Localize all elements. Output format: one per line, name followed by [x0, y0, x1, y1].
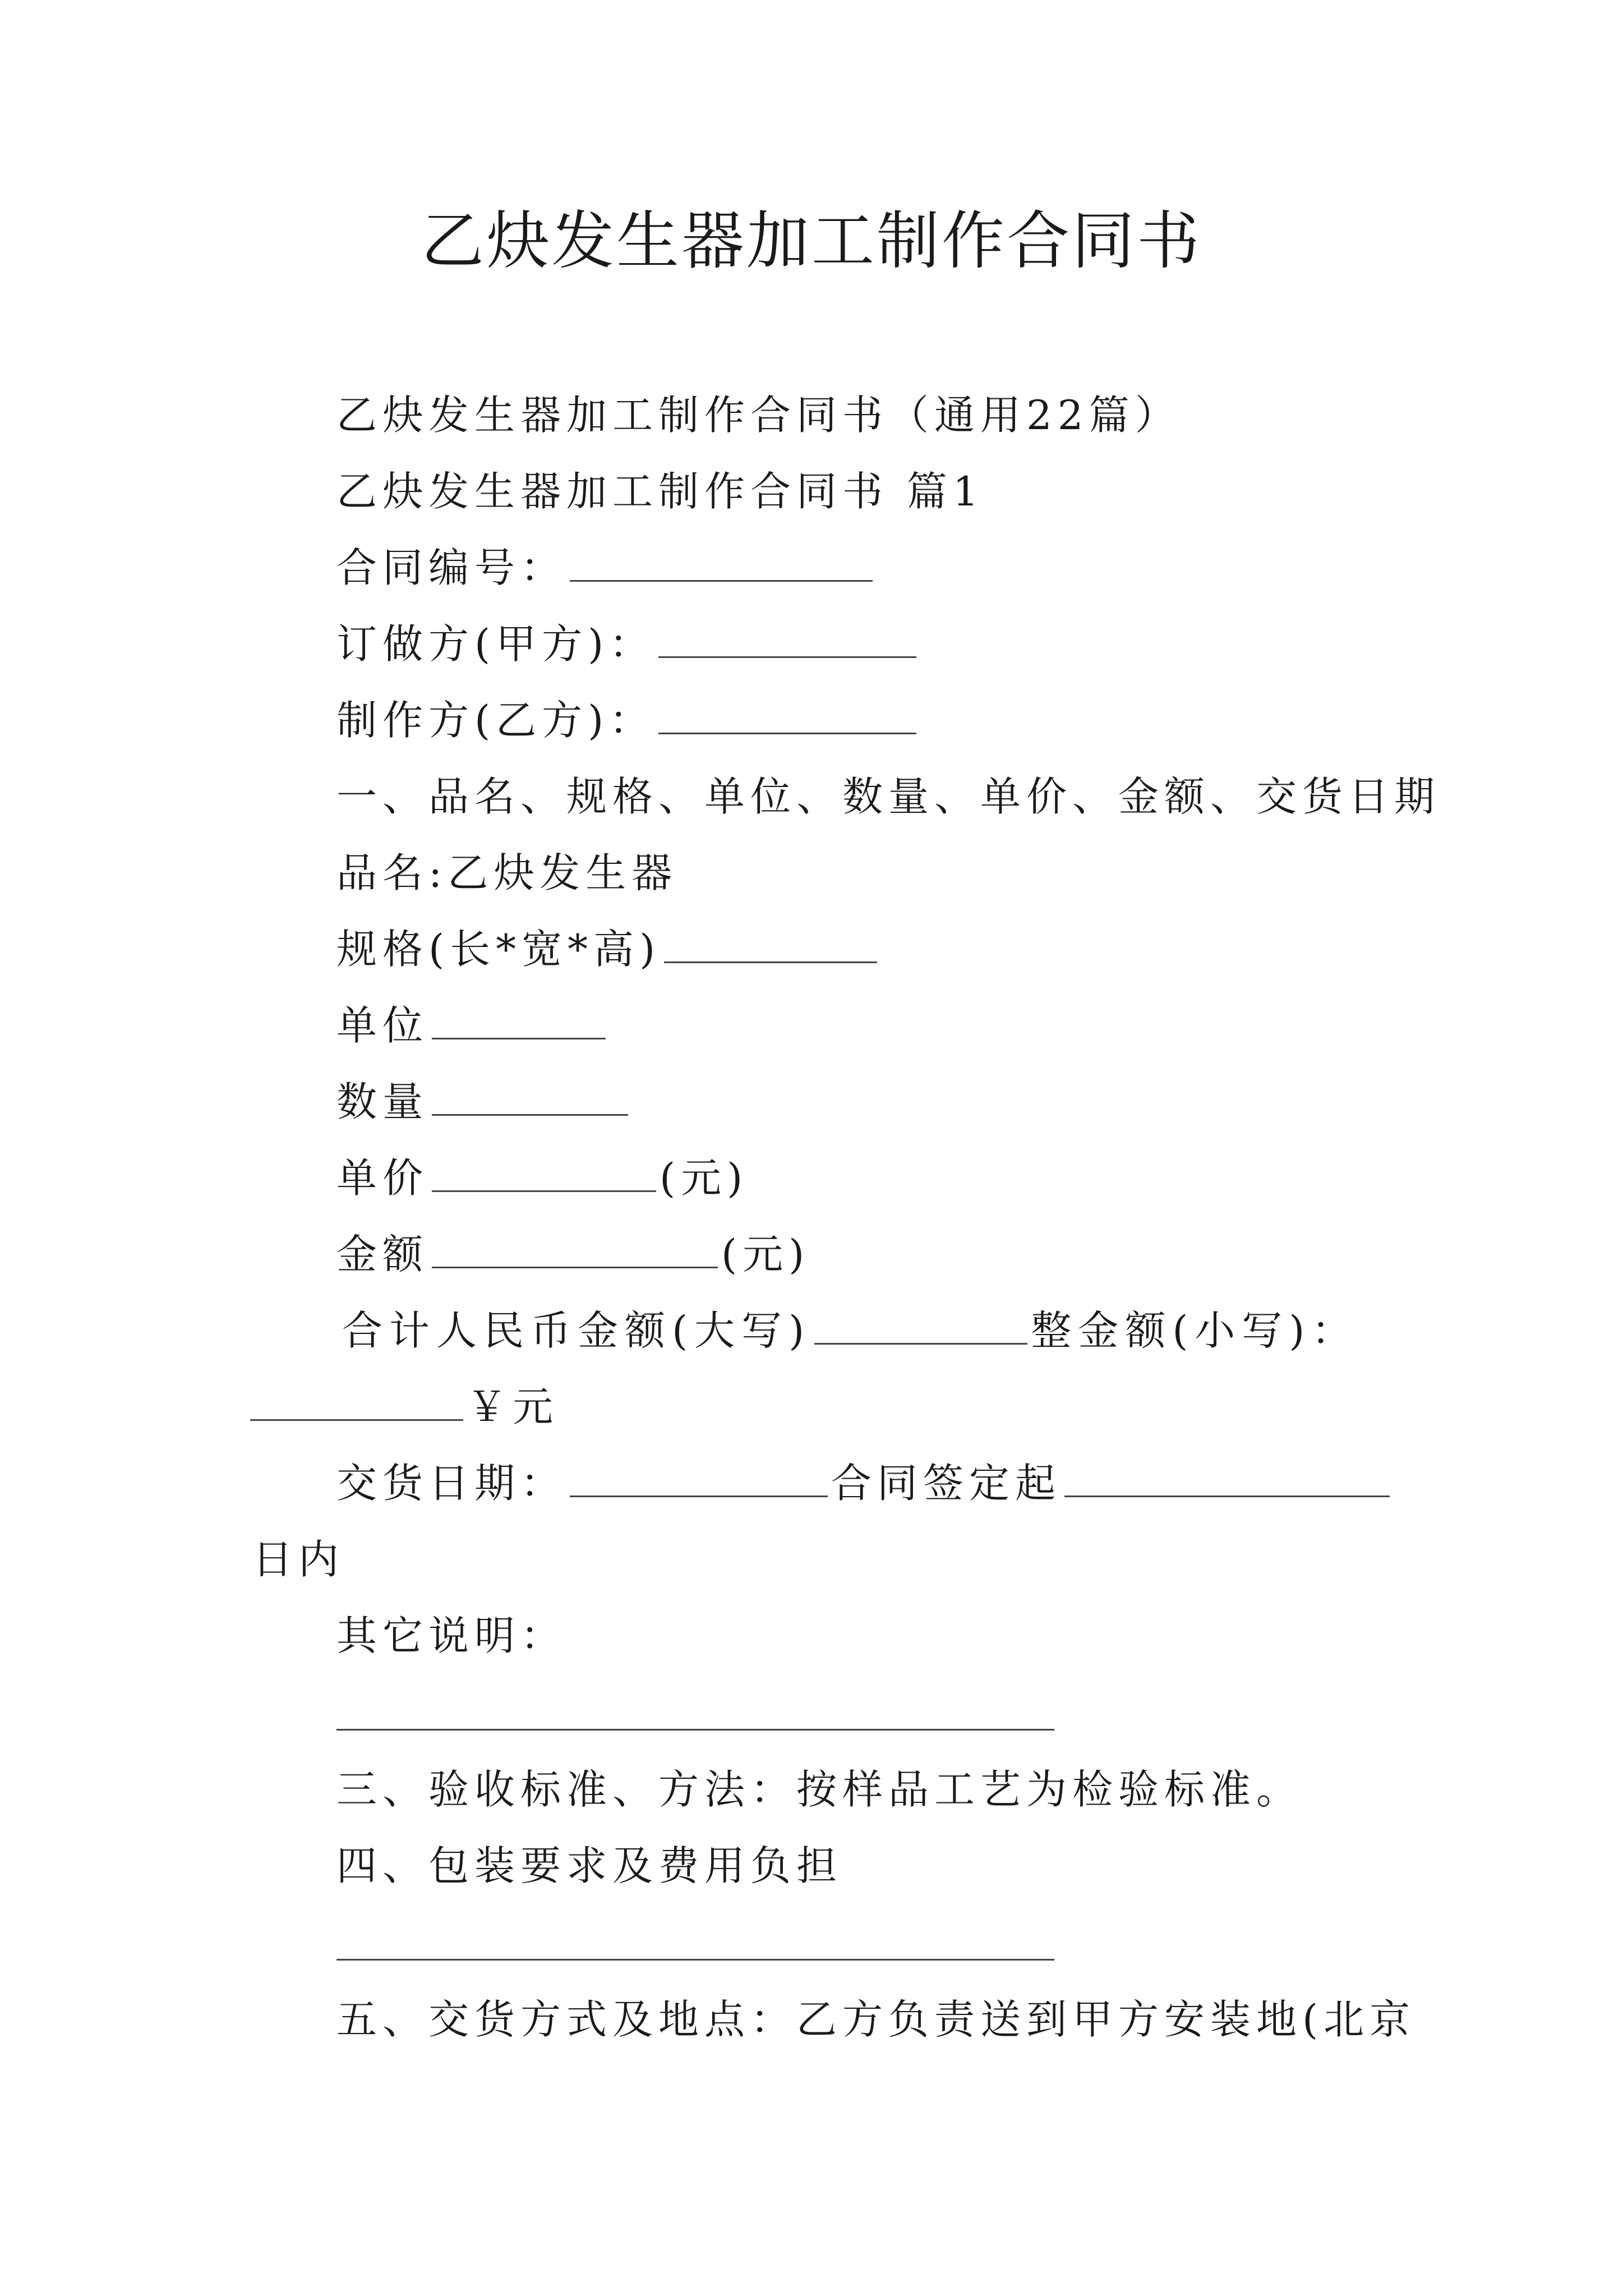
party-b-label: 制作方(乙方)： [336, 697, 656, 744]
contract-no-blank [570, 541, 873, 582]
unit-blank [432, 999, 606, 1039]
contract-no-label: 合同编号： [336, 544, 567, 591]
delivery-label: 交货日期： [336, 1460, 567, 1507]
total-upper-blank [814, 1304, 1027, 1345]
amount-label: 金额 [336, 1231, 429, 1278]
section5-text: 五、交货方式及地点：乙方负责送到甲方安装地(北京 [336, 1996, 1416, 2043]
section4-text: 四、包装要求及费用负担 [336, 1842, 843, 1889]
amount-row [336, 1226, 810, 1282]
section4-rule [336, 1959, 1054, 1961]
party-b-row [336, 692, 920, 748]
unit-price-label: 单价 [336, 1154, 429, 1202]
delivery-blank-1 [570, 1456, 828, 1497]
other-notes-rule [336, 1729, 1054, 1731]
party-b-blank [658, 693, 916, 734]
quantity-blank [432, 1075, 628, 1116]
total-upper-label: 合计人民币金额(大写) [342, 1307, 811, 1354]
other-notes-label: 其它说明： [336, 1612, 567, 1659]
section1-heading: 一、品名、规格、单位、数量、单价、金额、交货日期 [336, 773, 1441, 820]
party-a-blank [658, 617, 916, 658]
amount-suffix: (元) [721, 1231, 810, 1278]
spec-row [336, 921, 880, 977]
party-a-label: 订做方(甲方)： [336, 620, 656, 668]
spec-blank [664, 922, 877, 963]
product-name: 品名:乙炔发生器 [336, 849, 678, 896]
part-heading: 乙炔发生器加工制作合同书 篇1 [336, 468, 984, 515]
unit-label: 单位 [336, 1002, 429, 1049]
unit-price-row [336, 1150, 748, 1206]
quantity-row [336, 1074, 631, 1130]
delivery-row [336, 1455, 1393, 1511]
total-lower-label: 整金额(小写)： [1031, 1307, 1359, 1354]
delivery-mid: 合同签定起 [831, 1460, 1062, 1507]
total-row [342, 1303, 1358, 1359]
spec-label: 规格(长*宽*高) [336, 926, 661, 973]
unit-price-suffix: (元) [660, 1154, 749, 1202]
unit-price-blank [432, 1151, 656, 1192]
quantity-label: 数量 [336, 1078, 429, 1125]
total-lower-blank [250, 1380, 463, 1421]
unit-row [336, 997, 609, 1053]
document-subtitle: 乙炔发生器加工制作合同书（通用22篇） [336, 392, 1181, 439]
contract-no-row [336, 540, 876, 596]
amount-blank [432, 1227, 718, 1268]
delivery-end: 日内 [252, 1536, 345, 1583]
party-a-row [336, 616, 920, 672]
delivery-blank-2 [1064, 1456, 1390, 1497]
section3-text: 三、验收标准、方法：按样品工艺为检验标准。 [336, 1766, 1303, 1813]
yuan-suffix: ￥元 [467, 1383, 559, 1430]
document-title: 乙炔发生器加工制作合同书 [421, 205, 1202, 278]
total-lower-row [247, 1379, 559, 1435]
